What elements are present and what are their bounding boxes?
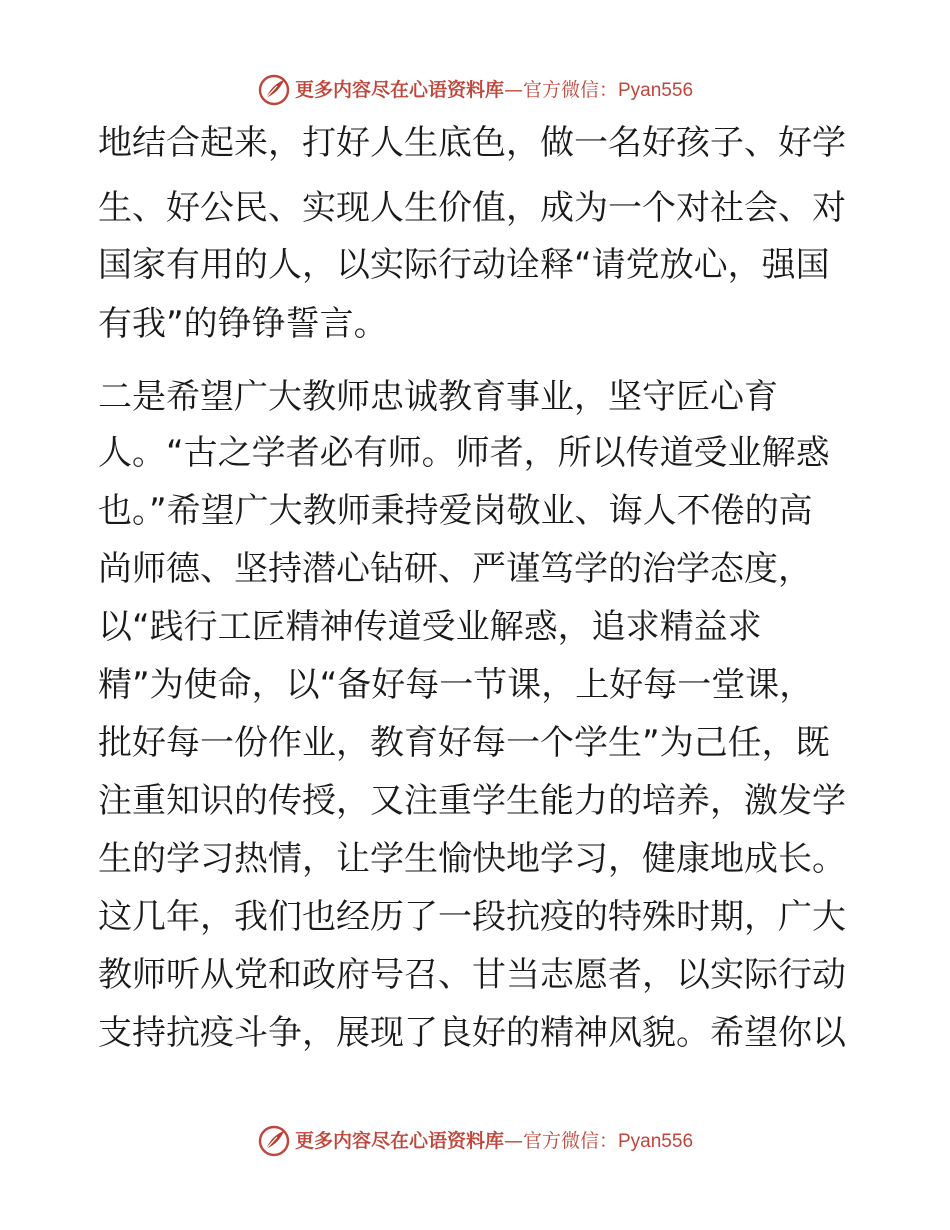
wechat-label: 官方微信： [522,78,618,101]
body-line: 有我”的铮铮誓言。 [98,304,388,344]
wechat-id: Pyan556 [618,79,694,101]
body-line: 注重知识的传授，又注重学生能力的培养，激发学 [98,781,846,821]
body-line: 尚师德、坚持潜心钻研、严谨笃学的治学态度， [98,549,812,589]
header-banner [0,70,950,110]
body-line: 批好每一份作业，教育好每一个学生”为己任，既 [98,723,830,763]
body-line: 以“践行工匠精神传道受业解惑，追求精益求 [98,607,762,647]
quill-logo-icon [257,1124,291,1158]
library-text: 更多内容尽在心语资料库 [294,78,504,101]
body-line: 支持抗疫斗争，展现了良好的精神风貌。希望你以 [98,1013,846,1053]
header-banner-text [295,70,693,111]
wechat-label: 官方微信： [522,1129,618,1152]
banner-separator: — [503,78,523,101]
banner-separator: — [503,1129,523,1152]
wechat-id: Pyan556 [618,1130,694,1152]
body-line: 精”为使命，以“备好每一节课，上好每一堂课， [98,665,814,705]
body-line: 地结合起来，打好人生底色，做一名好孩子、好学 [98,123,846,163]
body-line: 也。”希望广大教师秉持爱岗敬业、诲人不倦的高 [98,491,813,531]
library-text: 更多内容尽在心语资料库 [294,1129,504,1152]
footer-banner-text [295,1121,693,1162]
body-line: 教师听从党和政府号召、甘当志愿者，以实际行动 [98,955,846,995]
body-line: 生、好公民、实现人生价值，成为一个对社会、对 [98,188,846,228]
body-line: 二是希望广大教师忠诚教育事业，坚守匠心育 [98,377,778,417]
body-line: 人。“古之学者必有师。师者，所以传道受业解惑 [98,433,830,473]
body-line: 国家有用的人，以实际行动诠释“请党放心，强国 [98,245,830,285]
footer-banner [0,1121,950,1161]
body-line: 生的学习热情，让学生愉快地学习，健康地成长。 [98,839,846,879]
body-line: 这几年，我们也经历了一段抗疫的特殊时期，广大 [98,897,846,937]
quill-logo-icon [257,73,291,107]
